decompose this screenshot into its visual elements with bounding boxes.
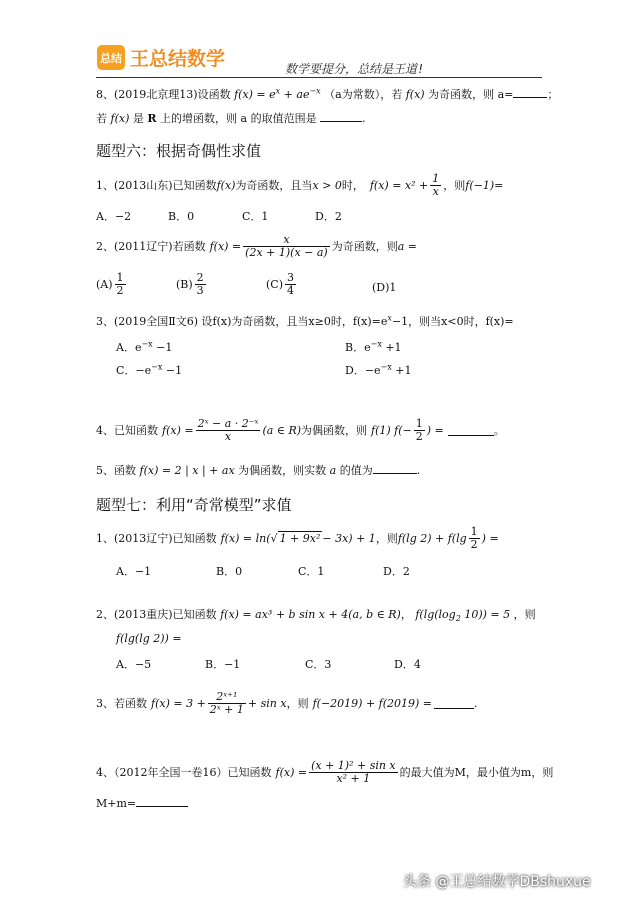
option-label: (A) [96, 278, 113, 291]
s7q3-dot: . [474, 696, 478, 710]
watermark: 头条 @王总结数学DBshuxue [403, 874, 591, 890]
q8-line2-fx: f(x) [110, 112, 130, 125]
s6-question-5 [96, 462, 420, 478]
s6q4-tail: 为偶函数，则 [301, 424, 368, 437]
s6q2-fraction [243, 234, 330, 259]
fraction-denominator: 2ˣ + 1 [209, 702, 244, 716]
q8-line2-c: 上的增函数，则 a 的取值范围是 [160, 112, 317, 125]
brand-name: 王总结数学 [130, 48, 226, 70]
s6q5-var: a [329, 464, 337, 477]
option-expr: −e [135, 364, 152, 377]
q8-fx2: f(x) [405, 88, 425, 101]
s7q2-given: f(lg(log [415, 608, 456, 621]
option-label: B． [345, 341, 365, 354]
s6q1-expr: f(x) = x² + [369, 178, 429, 192]
s7q2-given-sub: 2 [455, 614, 461, 624]
fraction-numerator: 2ˣ⁺¹ [208, 691, 246, 704]
section-7-title: 题型七：利用“奇常模型”求值 [96, 496, 292, 514]
s6q2-ask: a = [397, 239, 417, 253]
q8-sup2: −x [309, 86, 321, 96]
s6q5-label: 5、函数 [96, 464, 136, 477]
s6q5-expr: f(x) = 2 | x | + ax [139, 464, 235, 477]
s6-question-2 [96, 230, 417, 262]
s7q1-option-b[interactable]: B．0 [216, 565, 243, 578]
s6q1-cond: x > 0 [312, 178, 342, 192]
s7q3-tail: ，则 [286, 697, 309, 710]
option-label: A． [116, 341, 135, 354]
option-expr: −e [364, 364, 381, 377]
option-expr-end: +1 [391, 364, 412, 377]
answer-blank[interactable] [373, 463, 417, 474]
q8-expr-mid: + ae [280, 88, 310, 101]
option-sup: −x [151, 362, 163, 372]
s7q2-mid: ， [400, 608, 412, 621]
s6-question-1 [96, 170, 503, 200]
s6q1-option-c[interactable]: C．1 [242, 210, 269, 223]
s7q2-ask: f(lg(lg 2)) = [116, 632, 182, 645]
s7q3-expr-end: + sin x [247, 696, 287, 710]
slogan: 数学要提分，总结是王道! [285, 62, 425, 76]
fraction-denominator: x [432, 184, 439, 198]
s7q1-ask-fraction [469, 526, 480, 551]
s7-question-4 [96, 755, 553, 789]
s6-question-3 [96, 313, 514, 329]
option-expr-end: +1 [381, 341, 402, 354]
s6q2-expr: f(x) = [209, 239, 242, 253]
s6q3-text: 3、(2019全国Ⅱ文6) 设f(x)为奇函数，且当x≥0时，f(x)=e [96, 315, 388, 328]
s7q1-option-c[interactable]: C．1 [298, 565, 325, 578]
option-fraction [195, 272, 206, 297]
s7q3-expr: f(x) = 3 + [151, 696, 206, 710]
answer-blank[interactable] [320, 111, 362, 122]
s7q4-line2 [96, 796, 188, 810]
s7q4-tail: 的最大值为M，最小值为m，则 [399, 766, 554, 779]
s7q2-given-end: 10)) = 5 [460, 608, 511, 621]
s6q2-option-a[interactable] [96, 272, 128, 297]
option-label: D． [345, 364, 365, 377]
s6q5-end: 的值为 [339, 464, 373, 477]
s6q3-option-b[interactable] [345, 339, 402, 355]
q8-line2-end: . [362, 112, 366, 125]
s6q2-option-b[interactable] [176, 272, 208, 297]
s7-question-2 [96, 606, 536, 623]
s7q4-label: 4、（2012年全国一卷16）已知函数 [96, 766, 272, 779]
s7q4-fraction [309, 760, 398, 785]
header-divider [96, 77, 542, 78]
fraction-numerator: 1 [470, 524, 478, 538]
fraction-numerator: 3 [287, 271, 294, 284]
s7q2-tail: ，则 [513, 608, 536, 621]
s7q2-expr: f(x) = ax³ + b sin x + 4(a, b ∈ R) [220, 608, 401, 621]
s6q2-option-d[interactable]: (D)1 [372, 281, 397, 294]
option-expr: e [134, 341, 142, 354]
s7q2-option-b[interactable]: B．−1 [205, 658, 241, 671]
s7q1-label: 1、(2013辽宁)已知函数 [96, 532, 217, 545]
s6q1-ask: f(−1)= [465, 178, 504, 192]
s7-question-3 [96, 686, 478, 720]
option-fraction [115, 272, 126, 297]
s6q3-text2: −1，则当x<0时，f(x)= [391, 315, 514, 328]
s6q4-fraction [196, 418, 261, 443]
answer-blank[interactable] [513, 87, 547, 98]
s6q4-ask: f(1) f(− [371, 423, 412, 437]
s7q2-option-c[interactable]: C．3 [305, 658, 332, 671]
option-sup: −x [141, 339, 153, 349]
s6q1-fx: f(x) [216, 178, 236, 192]
q8-line2-R: R [147, 112, 157, 125]
fraction-denominator: 3 [196, 284, 204, 297]
s6q1-label: 1、(2013山东)已知函数 [96, 179, 217, 192]
option-sup: −x [370, 339, 382, 349]
s7q1-ask: f(lg 2) + f(lg [397, 531, 467, 545]
fraction-numerator: (x + 1)² + sin x [311, 758, 396, 772]
question-8-line1 [96, 86, 558, 102]
s6q1-option-a[interactable]: A．−2 [96, 210, 132, 223]
q8-line2-a: 若 [96, 112, 107, 125]
s6q3-sup: x [387, 313, 392, 323]
option-fraction [285, 272, 296, 297]
s6q5-dot: . [416, 464, 421, 477]
s6q4-end: 。 [493, 424, 505, 437]
q8-tail-end: ； [547, 88, 559, 101]
s7q1-expr-b: − 3x) + 1 [322, 531, 376, 545]
option-expr-end: −1 [152, 341, 173, 354]
s7-question-1: 1、(2013辽宁)已知函数 f(x) = ln( √ 1 + 9x² − 3x) + 1 ，则 f(lg 2) + f(lg $\frac{1}{2}$ ) = [96, 524, 499, 551]
s6q1-mid: 为奇函数，且当 [235, 179, 313, 192]
s6q2-label: 2、(2011辽宁)若函数 [96, 240, 206, 253]
s7q1-ask-end: ) = [481, 531, 499, 545]
fraction-denominator: 4 [287, 284, 294, 297]
s6-question-4 [96, 413, 505, 447]
s6q1-option-b[interactable]: B．0 [168, 210, 195, 223]
option-label: C． [116, 364, 136, 377]
s6q1-mid2: 时， [341, 179, 364, 192]
s7q2-option-a[interactable]: A．−5 [116, 658, 152, 671]
fraction-denominator: 2 [116, 284, 124, 297]
answer-blank[interactable] [448, 425, 494, 436]
s6q3-option-c[interactable] [116, 362, 182, 378]
s6q2-option-c[interactable] [266, 272, 298, 297]
s6q4-label: 4、已知函数 [96, 424, 158, 437]
q8-line2-b: 是 [132, 112, 144, 125]
option-label: (B) [176, 278, 193, 291]
fraction-numerator: x [243, 234, 330, 247]
fraction-numerator: 2ˣ − a · 2⁻ˣ [197, 416, 259, 430]
section-6-title: 题型六：根据奇偶性求值 [96, 142, 262, 160]
option-label: (C) [266, 278, 283, 291]
fraction-denominator: x [224, 429, 232, 443]
fraction-numerator: 1 [116, 271, 124, 284]
s7q1-expr-a: f(x) = ln( [220, 531, 271, 545]
s6q5-tail: 为偶函数，则实数 [238, 464, 327, 477]
answer-blank[interactable] [434, 698, 474, 709]
s7q1-option-a[interactable]: A．−1 [116, 565, 152, 578]
s7q1-option-d[interactable]: D．2 [383, 565, 410, 578]
s6q2-tail: 为奇函数，则 [331, 240, 398, 253]
s7q2-option-d[interactable]: D．4 [394, 658, 421, 671]
q8-sup1: x [275, 86, 281, 96]
q8-label: 8、(2019北京理13)设函数 [96, 88, 231, 101]
option-expr: e [364, 341, 371, 354]
fraction-numerator: 2 [196, 271, 204, 284]
fraction-numerator: 1 [432, 171, 440, 185]
s7q1-tail: ，则 [375, 532, 398, 545]
s6q1-tail: ，则 [443, 179, 466, 192]
s7q3-ask: f(−2019) + f(2019) = [312, 696, 433, 710]
fraction-numerator: 1 [415, 416, 423, 430]
s7q4-expr: f(x) = [275, 765, 308, 779]
s7q4-line2-text: M+m= [96, 797, 137, 810]
s6q3-option-d[interactable] [345, 362, 412, 378]
question-8-line2 [96, 110, 366, 126]
q8-tail: 为奇函数，则 a= [428, 88, 514, 101]
s6q4-ask-fraction [414, 418, 425, 443]
logo-badge: 总结 [97, 45, 125, 70]
fraction-denominator: (2x + 1)(x − a) [245, 245, 328, 259]
answer-blank[interactable] [136, 796, 188, 807]
s6q1-option-d[interactable]: D．2 [315, 210, 342, 223]
fraction-denominator: x² + 1 [336, 771, 371, 785]
s7q2-label: 2、(2013重庆)已知函数 [96, 608, 217, 621]
s6q4-cond: (a ∈ R) [262, 423, 302, 437]
s6q1-fraction [430, 173, 441, 198]
s6q3-option-a[interactable] [116, 339, 172, 355]
q8-expr: f(x) = e [234, 88, 276, 101]
fraction-denominator: 2 [470, 537, 478, 551]
option-expr-end: −1 [162, 364, 183, 377]
s7q3-label: 3、若函数 [96, 697, 147, 710]
fraction-denominator: 2 [415, 429, 423, 443]
q8-cond: （a为常数），若 [324, 88, 403, 101]
s6q4-ask-end: ) = [426, 423, 444, 437]
option-sup: −x [380, 362, 392, 372]
s7q3-fraction [208, 691, 246, 716]
s6q4-expr: f(x) = [162, 423, 194, 437]
s7q1-sqrt: 1 + 9x² [279, 532, 321, 545]
